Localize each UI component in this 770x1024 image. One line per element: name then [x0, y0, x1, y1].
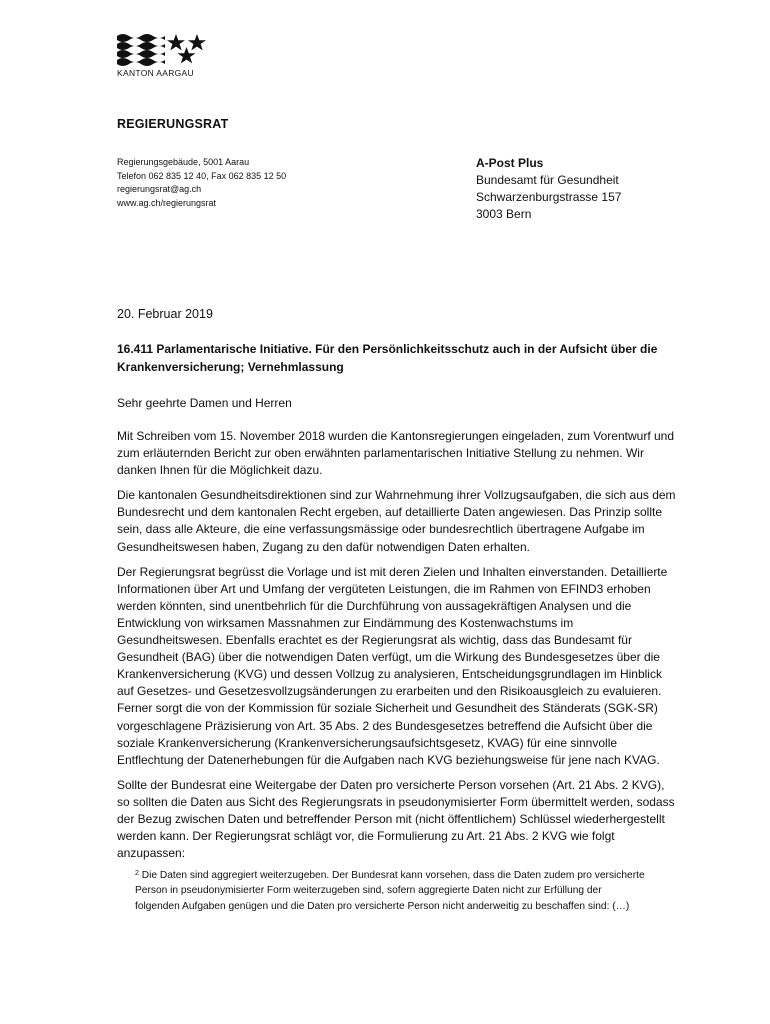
sender-phone-fax: Telefon 062 835 12 40, Fax 062 835 12 50	[117, 170, 287, 181]
sender-block	[117, 156, 286, 210]
paragraph-3: Der Regierungsrat begrüsst die Vorlage und ist mit deren Zielen und Inhalten einverstanden. Detaillierte Informationen über Art und Umfang der vergüteten Leistungen, die im Rahmen von EFIND3 erhoben werden könnten, sind unentbehrlich für die Durchführung von aussagekräftigen Analysen und die Entwicklung von wirksamen Massnahmen zur Eindämmung des Kostenwachstums im Gesundheitswesen. Ebenfalls erachtet es der Regierungsrat als wichtig, dass das Bundesamt für Gesundheit (BAG) über die notwendigen Daten verfügt, um die Wirkung des Bundesgesetzes über die Krankenversicherung (KVG) und dessen Vollzug zu analysieren, Entscheidungsgrundlagen im Hinblick auf Gesetzes- und Gesetzesvollzugsänderungen zu erarbeiten und den Risikoausgleich zu evaluieren. Ferner sorgt die von der Kommission für soziale Sicherheit und Gesundheit des Ständerats (SGK-SR) vorgeschlagene Präzisierung von Art. 35 Abs. 2 des Bundesgesetzes betreffend die Aufsicht über die soziale Krankenversicherung (Krankenversicherungsaufsichtsgesetz, KVAG) für eine sinnvolle Entflechtung der Datenerhebungen für die Aufgaben nach KVG beziehungsweise für jene nach KVAG.	[117, 564, 668, 767]
sender-email: regierungsrat@ag.ch	[117, 184, 202, 194]
quoted-law-text	[135, 866, 645, 914]
canton-logo	[117, 32, 227, 78]
logo-text: KANTON AARGAU	[117, 68, 194, 78]
paragraph-4: Sollte der Bundesrat eine Weitergabe der Daten pro versicherte Person vorsehen (Art. 21 Abs. 2 KVG), so sollten die Daten aus Sicht des Regierungsrats in pseudonymisierter Form übermittelt werden, sodass der Bezug zwischen Daten und betreffender Person mit (nicht öffentlichem) Schlüssel wiederhergestellt werden kann. Der Regierungsrat schlägt vor, die Formulierung zu Art. 21 Abs. 2 KVG wie folgt anzupassen:	[117, 777, 675, 861]
paragraph-2: Die kantonalen Gesundheitsdirektionen sind zur Wahrnehmung ihrer Vollzugsaufgaben, die sich aus dem Bundesrecht und dem kantonalen Recht ergeben, auf detaillierte Daten angewiesen. Das Prinzip sollte sein, dass alle Akteure, die eine verfassungsmässige oder bundesrechtlich übertragene Aufgabe im Gesundheitswesen haben, Zugang zu den dafür notwendigen Daten erhalten.	[117, 488, 676, 554]
recipient-line-3: 3003 Bern	[476, 207, 532, 221]
letter-date: 20. Februar 2019	[117, 307, 213, 321]
sender-website: www.ag.ch/regierungsrat	[117, 197, 217, 208]
canton-aargau-emblem-icon	[117, 32, 209, 66]
quote-text: Die Daten sind aggregiert weiterzugeben. Der Bundesrat kann vorsehen, dass die Daten zudem pro versicherte Person in pseudonymisierter Form weiterzugeben sind, sofern aggregierte Daten nicht zur Erfüllung der folgenden Aufgaben genügen und die Daten pro versicherte Person nicht anderweitig zu beschaffen sind: (…)	[135, 870, 645, 912]
quote-paragraph-number: 2	[135, 870, 139, 878]
recipient-line-2: Schwarzenburgstrasse 157	[476, 190, 622, 204]
paragraph-1: Mit Schreiben vom 15. November 2018 wurden die Kantonsregierungen eingeladen, zum Vorentwurf und zum erläuternden Bericht zur oben erwähnten parlamentarischen Initiative Stellung zu nehmen. Wir danken Ihnen für die Möglichkeit dazu.	[117, 429, 675, 478]
recipient-block	[476, 155, 621, 223]
letter-subject: 16.411 Parlamentarische Initiative. Für den Persönlichkeitsschutz auch in der Aufsicht über die Krankenversicherung; Vernehmlassung	[117, 342, 658, 374]
government-title: REGIERUNGSRAT	[117, 117, 229, 131]
sender-address: Regierungsgebäude, 5001 Aarau	[117, 157, 250, 167]
letter-body	[117, 428, 680, 914]
postal-service: A-Post Plus	[476, 156, 544, 170]
salutation: Sehr geehrte Damen und Herren	[117, 396, 292, 410]
recipient-line-1: Bundesamt für Gesundheit	[476, 173, 619, 187]
